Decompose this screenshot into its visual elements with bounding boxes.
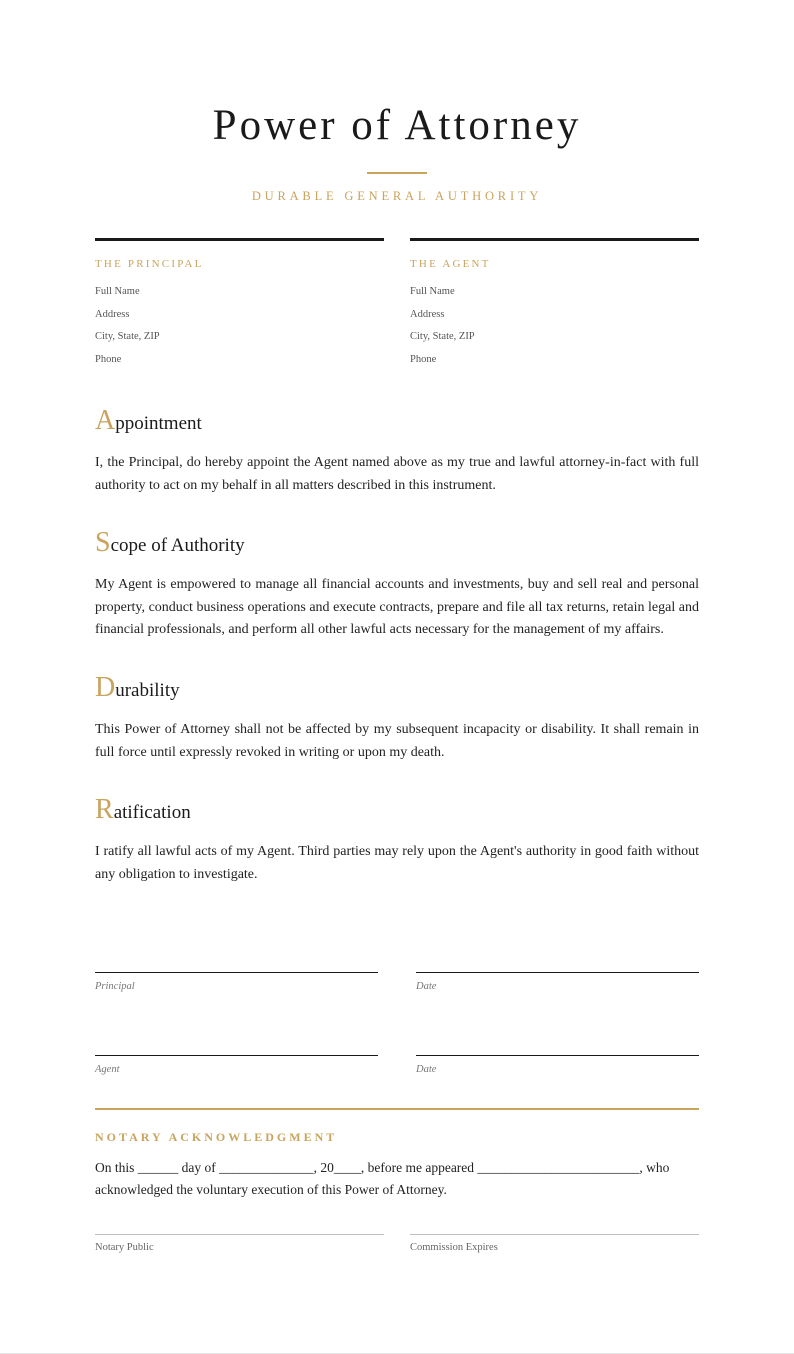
drop-initial: R <box>95 794 114 825</box>
agent-city-state-zip-field: City, State, ZIP <box>410 331 475 342</box>
signature-label: Notary Public <box>95 1242 154 1253</box>
heading-rest: atification <box>113 802 191 823</box>
document-subtitle: DURABLE GENERAL AUTHORITY <box>251 189 543 203</box>
section-body: I, the Principal, do hereby appoint the Agent named above as my true and lawful attorney-in-fact with full authority to act on my behalf in all matters described in this instrument. <box>95 455 699 493</box>
principal-date-line[interactable] <box>416 972 699 993</box>
notary-public-line[interactable] <box>95 1234 384 1254</box>
section-body: I ratify all lawful acts of my Agent. Third parties may rely upon the Agent's authority in good faith without any obligation to investigate. <box>95 844 699 882</box>
section-heading <box>95 407 699 438</box>
agent-divider <box>410 238 699 241</box>
heading-rest: ppointment <box>115 413 202 434</box>
heading-rest: cope of Authority <box>110 535 245 556</box>
signature-label: Principal <box>95 981 135 992</box>
section-heading <box>95 529 699 560</box>
agent-address-field: Address <box>410 309 445 320</box>
signature-rule <box>410 1234 699 1235</box>
agent-signature-line[interactable] <box>95 1055 378 1076</box>
signature-label: Date <box>416 1064 437 1075</box>
agent-full-name-field: Full Name <box>410 286 455 297</box>
agent-phone-field: Phone <box>410 354 437 365</box>
signature-rule <box>95 972 378 973</box>
signature-rule <box>416 972 699 973</box>
section-durability <box>95 674 699 764</box>
principal-phone-field: Phone <box>95 354 122 365</box>
section-body: This Power of Attorney shall not be affected by my subsequent incapacity or disability. It shall remain in full force until expressly revoked in writing or upon my death. <box>95 722 699 760</box>
drop-initial: S <box>95 527 111 558</box>
agent-heading: THE AGENT <box>410 258 491 270</box>
agent-date-line[interactable] <box>416 1055 699 1076</box>
principal-signature-line[interactable] <box>95 972 378 993</box>
principal-heading: THE PRINCIPAL <box>95 258 204 270</box>
signature-rule <box>95 1234 384 1235</box>
notary-text: On this ______ day of ______________, 20____, before me appeared ________________________, who acknowledged the voluntary execution of this Power of Attorney. <box>95 1160 670 1197</box>
drop-initial: D <box>95 672 116 703</box>
signature-rule <box>416 1055 699 1056</box>
signature-label: Agent <box>95 1064 120 1075</box>
agent-block <box>410 238 699 365</box>
signature-label: Date <box>416 981 437 992</box>
section-ratification <box>95 796 699 886</box>
document-title: Power of Attorney <box>212 102 582 149</box>
section-scope-of-authority <box>95 529 699 642</box>
principal-full-name-field: Full Name <box>95 286 140 297</box>
notary-heading: NOTARY ACKNOWLEDGMENT <box>95 1130 338 1144</box>
principal-block <box>95 238 384 365</box>
principal-address-field: Address <box>95 309 130 320</box>
section-body: My Agent is empowered to manage all financial accounts and investments, buy and sell real and personal property, conduct business operations and execute contracts, prepare and file all tax returns, retain legal and financial professionals, and perform all other lawful acts necessary for the management of my affairs. <box>95 577 699 637</box>
principal-city-state-zip-field: City, State, ZIP <box>95 331 160 342</box>
section-heading <box>95 674 699 705</box>
drop-initial: A <box>95 405 116 436</box>
principal-divider <box>95 238 384 241</box>
section-heading <box>95 796 699 827</box>
title-divider <box>367 172 427 174</box>
notary-divider <box>95 1108 699 1110</box>
section-appointment <box>95 407 699 497</box>
heading-rest: urability <box>115 680 180 701</box>
signature-label: Commission Expires <box>410 1242 498 1253</box>
signature-rule <box>95 1055 378 1056</box>
commission-expires-line[interactable] <box>410 1234 699 1254</box>
